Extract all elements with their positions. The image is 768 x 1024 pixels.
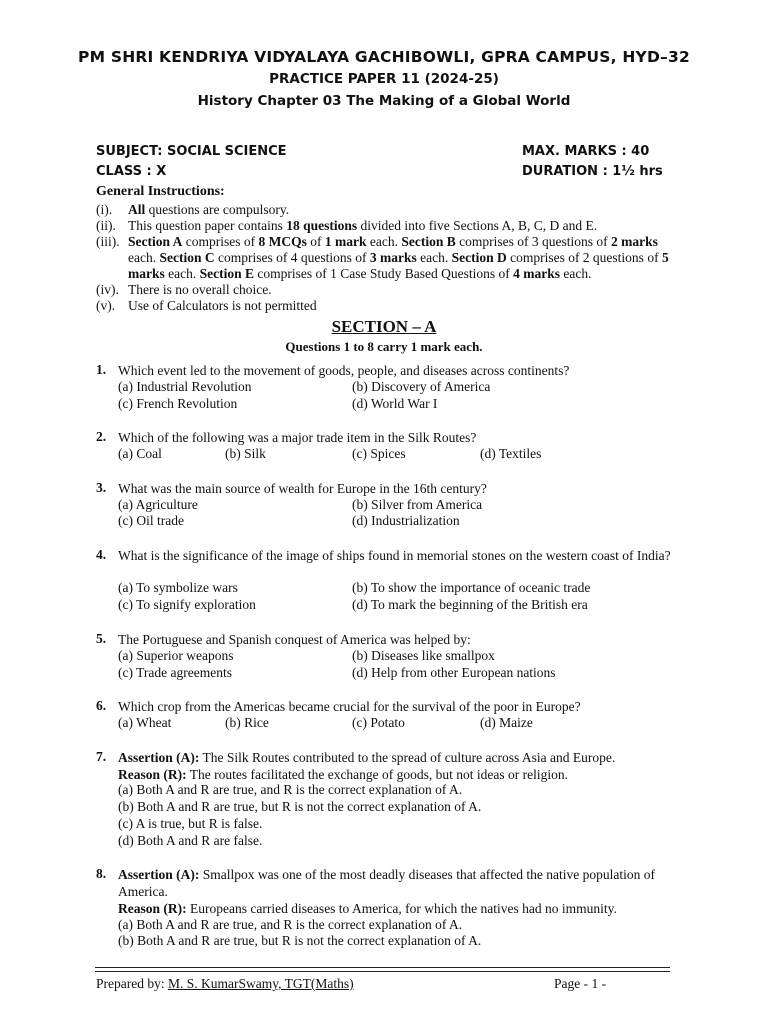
option: (b) Discovery of America bbox=[352, 379, 491, 394]
option: (a) Coal bbox=[118, 446, 162, 461]
option: (d) Industrialization bbox=[352, 513, 460, 528]
footer-divider bbox=[95, 971, 670, 972]
question-text: What was the main source of wealth for Europe in the 16th century? bbox=[118, 481, 487, 496]
duration-prefix: DURATION : 1 bbox=[522, 164, 622, 179]
question-text: The Portuguese and Spanish conquest of America was helped by: bbox=[118, 632, 471, 647]
option: (c) Trade agreements bbox=[118, 665, 232, 680]
option: (d) Maize bbox=[480, 715, 533, 730]
question-text: Which event led to the movement of goods, people, and diseases across continents? bbox=[118, 363, 570, 378]
instruction-text: There is no overall choice. bbox=[128, 282, 272, 297]
option: (a) Both A and R are true, and R is the correct explanation of A. bbox=[118, 917, 463, 932]
option: (d) Help from other European nations bbox=[352, 665, 556, 680]
page-number: Page - 1 - bbox=[554, 976, 607, 991]
option: (d) To mark the beginning of the British era bbox=[352, 597, 588, 612]
option: (c) French Revolution bbox=[118, 396, 238, 411]
author-name: M. S. KumarSwamy, TGT(Maths) bbox=[167, 976, 354, 991]
chapter-title: History Chapter 03 The Making of a Global World bbox=[197, 93, 571, 109]
question-number: 2. bbox=[96, 429, 107, 444]
option: (a) Superior weapons bbox=[118, 648, 234, 663]
option: (d) World War I bbox=[352, 396, 438, 411]
instruction-number: (iv). bbox=[96, 282, 119, 297]
option: (b) Diseases like smallpox bbox=[352, 648, 495, 663]
footer-divider bbox=[95, 967, 670, 968]
question-number: 5. bbox=[96, 631, 107, 646]
instruction-text: Use of Calculators is not permitted bbox=[128, 298, 317, 313]
question-text: What is the significance of the image of ships found in memorial stones on the western coast of India? bbox=[118, 548, 671, 563]
question-number: 1. bbox=[96, 362, 107, 377]
option: (b) Silver from America bbox=[352, 497, 483, 512]
instruction-text: All questions are compulsory. bbox=[128, 202, 290, 217]
subject-label: SUBJECT: SOCIAL SCIENCE bbox=[96, 144, 287, 159]
question-text: Which crop from the Americas became crucial for the survival of the poor in Europe? bbox=[118, 699, 581, 714]
duration-suffix: hrs bbox=[634, 164, 663, 179]
option: (d) Both A and R are false. bbox=[118, 833, 263, 848]
instructions-title: General Instructions: bbox=[96, 184, 225, 199]
reason-label: Reason (R): bbox=[118, 767, 187, 782]
instruction-number: (i). bbox=[96, 202, 113, 217]
option: (a) To symbolize wars bbox=[118, 580, 238, 595]
instruction-text: Section A comprises of 8 MCQs of 1 mark each. Section B comprises of 3 questions of 2 marks each. Section C comprises of 4 questions of 3 marks each. Section D comprises of 2 questions of 5 marks each. Section E comprises of 1 Case Study Based Questions of 4 marks each. bbox=[128, 234, 669, 281]
option: (c) A is true, but R is false. bbox=[118, 816, 263, 831]
option: (a) Wheat bbox=[118, 715, 172, 730]
prepared-by bbox=[96, 976, 354, 992]
option: (d) Textiles bbox=[480, 446, 542, 461]
max-marks-label: MAX. MARKS : 40 bbox=[522, 144, 650, 159]
question-number: 7. bbox=[96, 749, 107, 764]
section-subtitle: Questions 1 to 8 carry 1 mark each. bbox=[285, 339, 483, 354]
question-number: 4. bbox=[96, 547, 107, 562]
prepared-label: Prepared by: bbox=[96, 976, 168, 991]
option: (a) Both A and R are true, and R is the correct explanation of A. bbox=[118, 782, 463, 797]
option: (c) Potato bbox=[352, 715, 405, 730]
assertion-label: Assertion (A): bbox=[118, 867, 200, 882]
option: (b) Both A and R are true, but R is not the correct explanation of A. bbox=[118, 799, 482, 814]
option: (c) Spices bbox=[352, 446, 406, 461]
option: (a) Agriculture bbox=[118, 497, 198, 512]
reason-label: Reason (R): bbox=[118, 901, 187, 916]
question-number: 3. bbox=[96, 480, 107, 495]
question-number: 8. bbox=[96, 866, 107, 881]
instruction-number: (v). bbox=[96, 298, 116, 313]
school-name: PM SHRI KENDRIYA VIDYALAYA GACHIBOWLI, GPRA CAMPUS, HYD–32 bbox=[78, 48, 690, 66]
instruction-number: (ii). bbox=[96, 218, 116, 233]
duration-fraction: ½ bbox=[621, 164, 635, 179]
option: (b) Silk bbox=[225, 446, 266, 461]
assertion-text: Assertion (A): The Silk Routes contributed to the spread of culture across Asia and Europe. bbox=[118, 750, 616, 765]
instruction-number: (iii). bbox=[96, 234, 120, 249]
duration-label bbox=[522, 164, 663, 179]
assertion-text: Assertion (A): Smallpox was one of the most deadly diseases that affected the native population of America. bbox=[118, 867, 655, 899]
question-number: 6. bbox=[96, 698, 107, 713]
question-text: Which of the following was a major trade item in the Silk Routes? bbox=[118, 430, 477, 445]
section-title: SECTION – A bbox=[331, 317, 437, 336]
option: (c) Oil trade bbox=[118, 513, 184, 528]
option: (a) Industrial Revolution bbox=[118, 379, 252, 394]
reason-text: Reason (R): The routes facilitated the exchange of goods, but not ideas or religion. bbox=[118, 767, 569, 782]
option: (b) Rice bbox=[225, 715, 269, 730]
option: (b) To show the importance of oceanic trade bbox=[352, 580, 591, 595]
class-label: CLASS : X bbox=[96, 164, 167, 179]
reason-text: Reason (R): Europeans carried diseases to America, for which the natives had no immunity. bbox=[118, 901, 617, 916]
paper-title: PRACTICE PAPER 11 (2024-25) bbox=[269, 71, 499, 87]
option: (b) Both A and R are true, but R is not the correct explanation of A. bbox=[118, 933, 482, 948]
option: (c) To signify exploration bbox=[118, 597, 256, 612]
instruction-text: This question paper contains 18 questions divided into five Sections A, B, C, D and E. bbox=[128, 218, 598, 233]
assertion-label: Assertion (A): bbox=[118, 750, 200, 765]
